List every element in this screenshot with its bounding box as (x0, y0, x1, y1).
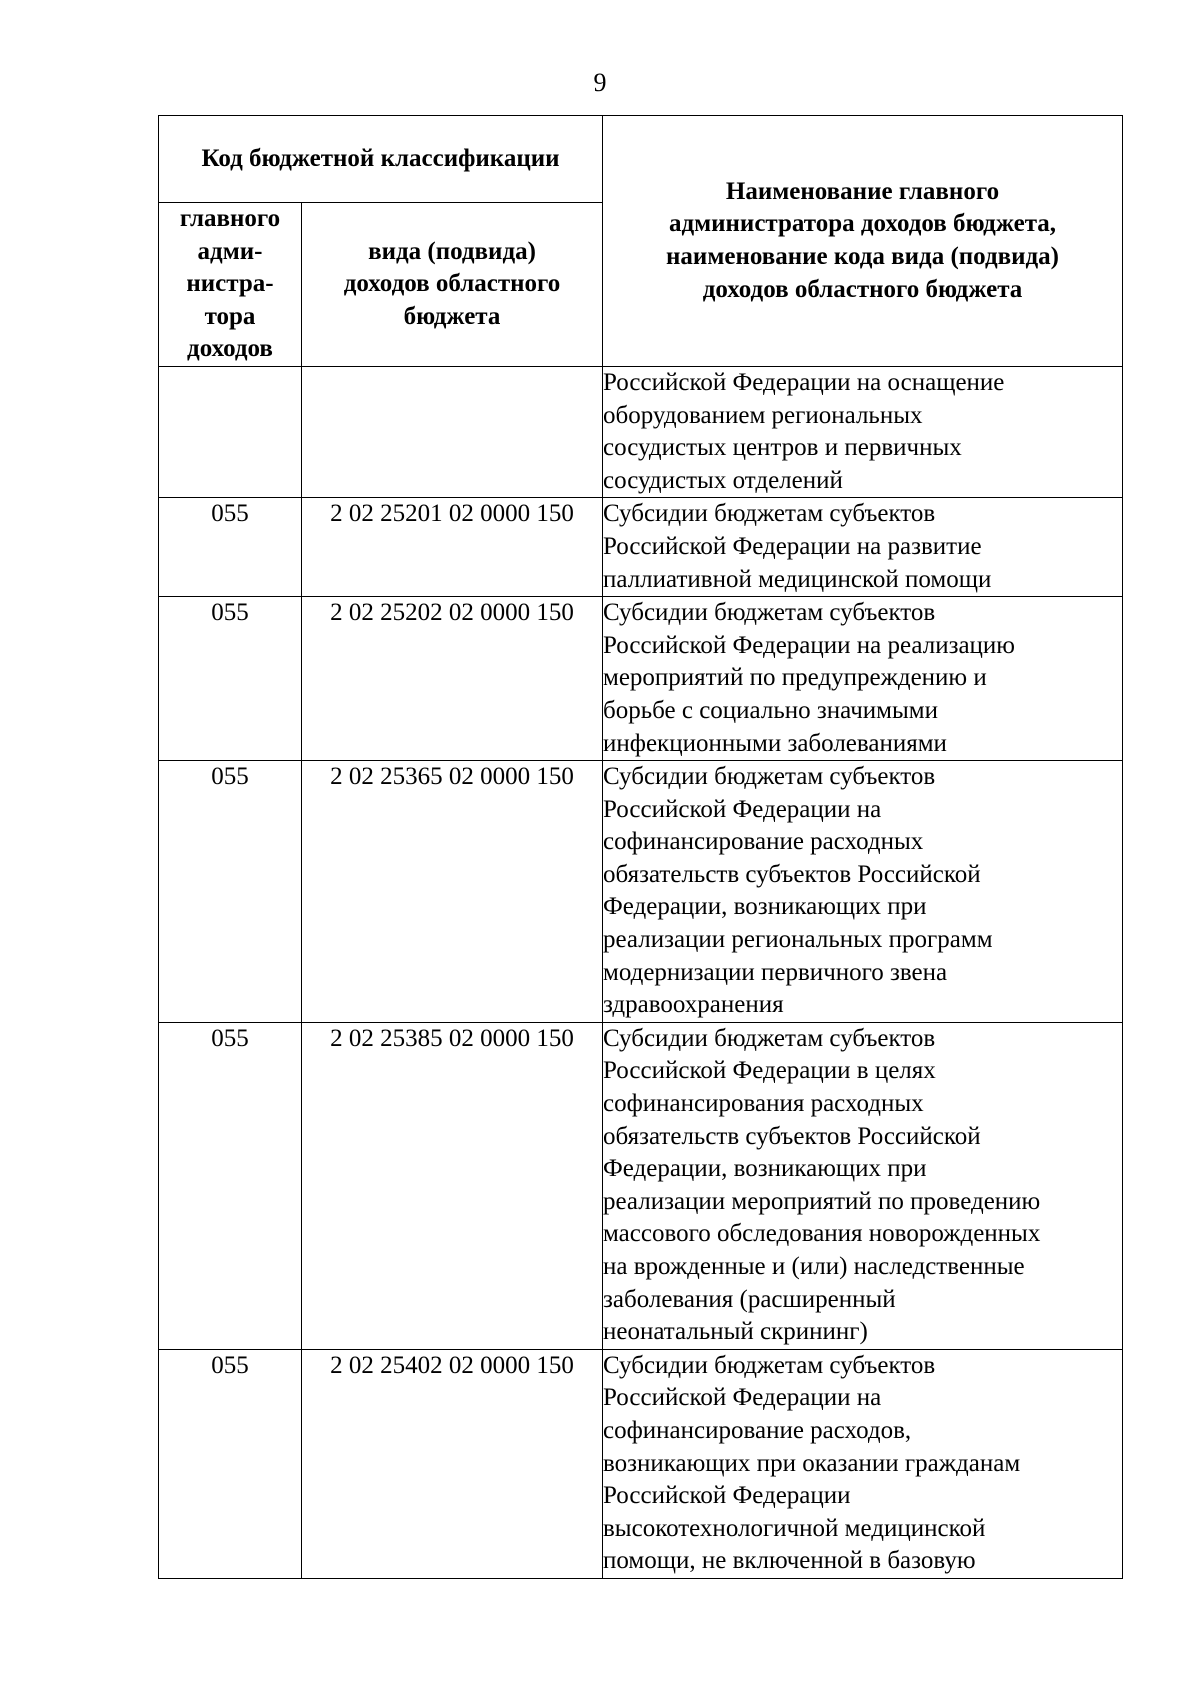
admin-code-cell: 055 (159, 1349, 302, 1578)
admin-code-cell: 055 (159, 597, 302, 761)
income-name-line: Российской Федерации на (603, 795, 882, 823)
income-code-cell: 2 02 25402 02 0000 150 (302, 1349, 603, 1578)
table-row (159, 597, 1123, 761)
income-name-line: обязательств субъектов Российской (603, 1122, 981, 1150)
header-group-title: Код бюджетной классификации (159, 116, 603, 203)
income-name-line: Субсидии бюджетам субъектов (603, 599, 936, 627)
income-name-cell (603, 1349, 1123, 1578)
budget-classification-table (158, 115, 1123, 1579)
header-admin-line: нистра- (186, 270, 274, 298)
header-admin-line: адми- (197, 237, 263, 265)
income-code-cell: 2 02 25365 02 0000 150 (302, 761, 603, 1023)
income-name-cell (603, 761, 1123, 1023)
income-name-line: борьбе с социально значимыми (603, 696, 938, 724)
income-name-line: Российской Федерации на (603, 1384, 882, 1412)
table-row (159, 761, 1123, 1023)
income-name-line: сосудистых центров и первичных (603, 434, 962, 462)
income-name-cell (603, 1022, 1123, 1349)
income-name-line: инфекционными заболеваниями (603, 729, 947, 757)
header-name-line: наименование кода вида (подвида) (666, 242, 1059, 270)
income-name-line: Субсидии бюджетам субъектов (603, 1351, 936, 1379)
admin-code-cell: 055 (159, 498, 302, 597)
header-admin-line: доходов (187, 335, 273, 363)
table-row (159, 366, 1123, 497)
income-name-line: сосудистых отделений (603, 466, 843, 494)
income-name-line: возникающих при оказании гражданам (603, 1449, 1021, 1477)
header-admin-line: главного (179, 205, 281, 232)
income-name-line: софинансирование расходных (603, 828, 924, 856)
header-code-line: бюджета (403, 302, 501, 330)
income-name-line: софинансирования расходных (603, 1090, 924, 1118)
header-code-column (302, 203, 603, 367)
income-name-line: Российской Федерации на развитие (603, 532, 982, 560)
income-name-line: софинансирование расходов, (603, 1416, 912, 1444)
income-name-cell (603, 498, 1123, 597)
header-name-column (603, 116, 1123, 367)
header-name-line: администратора доходов бюджета, (668, 210, 1057, 238)
income-name-line: Субсидии бюджетам субъектов (603, 763, 936, 791)
income-code-cell: 2 02 25202 02 0000 150 (302, 597, 603, 761)
income-name-line: Федерации, возникающих при (603, 893, 927, 921)
income-name-line: Федерации, возникающих при (603, 1155, 927, 1183)
table-body (159, 366, 1123, 1578)
header-admin-line: тора (204, 302, 256, 330)
income-name-line: на врожденные и (или) наследственные (603, 1253, 1025, 1280)
header-code-line: вида (подвида) (368, 237, 536, 265)
income-name-line: оборудованием региональных (603, 401, 923, 429)
income-code-cell: 2 02 25201 02 0000 150 (302, 498, 603, 597)
income-name-line: Российской Федерации (603, 1482, 851, 1510)
income-name-line: паллиативной медицинской помощи (603, 565, 992, 593)
header-code-line: доходов областного (343, 270, 561, 298)
header-name-line: Наименование главного (725, 177, 1000, 205)
table-row (159, 498, 1123, 597)
income-name-line: массового обследования новорожденных (603, 1220, 1041, 1248)
income-name-cell (603, 366, 1123, 497)
admin-code-cell (159, 366, 302, 497)
income-name-line: неонатальный скрининг) (603, 1318, 868, 1346)
income-name-line: Российской Федерации на реализацию (603, 631, 1015, 659)
income-name-line: Российской Федерации в целях (603, 1057, 936, 1085)
income-name-line: модернизации первичного звена (603, 958, 948, 986)
page-number: 9 (593, 68, 607, 97)
income-name-line: заболевания (расширенный (603, 1285, 896, 1313)
header-admin-column (159, 203, 302, 367)
table-row (159, 1349, 1123, 1578)
income-name-line: Субсидии бюджетам субъектов (603, 1024, 936, 1052)
income-code-cell: 2 02 25385 02 0000 150 (302, 1022, 603, 1349)
income-name-line: Российской Федерации на оснащение (603, 368, 1005, 396)
income-name-cell (603, 597, 1123, 761)
income-name-line: высокотехнологичной медицинской (603, 1514, 986, 1542)
income-name-line: обязательств субъектов Российской (603, 860, 981, 888)
admin-code-cell: 055 (159, 1022, 302, 1349)
income-name-line: помощи, не включенной в базовую (603, 1547, 976, 1575)
income-name-line: мероприятий по предупреждению и (603, 664, 987, 692)
table-row (159, 1022, 1123, 1349)
admin-code-cell: 055 (159, 761, 302, 1023)
income-name-line: реализации мероприятий по проведению (603, 1187, 1041, 1215)
header-name-line: доходов областного бюджета (702, 275, 1023, 303)
income-name-line: здравоохранения (603, 991, 784, 1019)
income-code-cell (302, 366, 603, 497)
income-name-line: реализации региональных программ (603, 926, 993, 954)
income-name-line: Субсидии бюджетам субъектов (603, 500, 936, 528)
